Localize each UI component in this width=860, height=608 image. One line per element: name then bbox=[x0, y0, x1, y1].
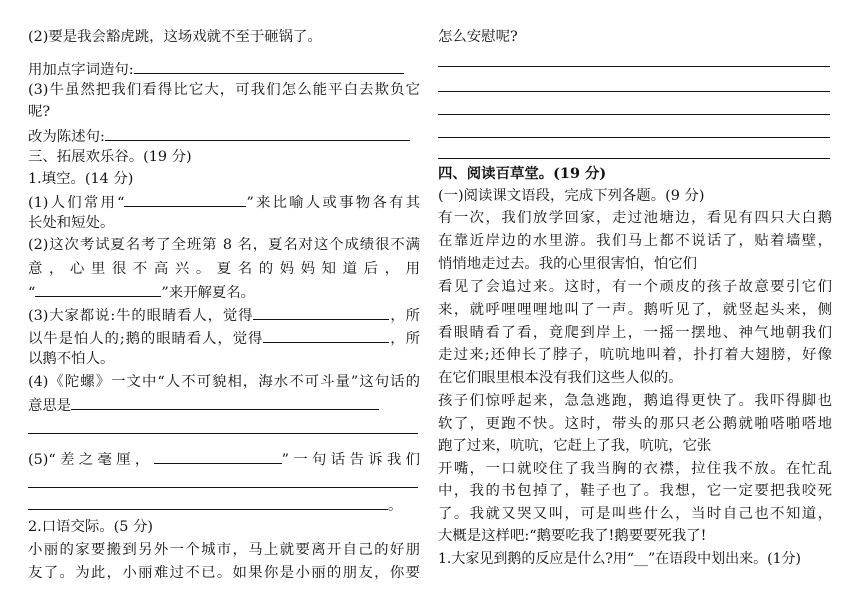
fill-2-text: ”来开解夏名。 bbox=[161, 285, 256, 301]
passage-line: 有一次，我们放学回家，走过池塘边，看见有四只大白鹅 bbox=[438, 210, 832, 226]
fill-1-text: ”来比喻人或事物各有其 bbox=[246, 195, 420, 211]
fill-3-line1 bbox=[28, 303, 420, 327]
question-2-2-sentence: (2)要是我会豁虎跳，这场戏就不至于砸锅了。 bbox=[28, 29, 322, 45]
fill-3-text: 以牛是怕人的;鹅的眼睛看人，觉得 bbox=[28, 331, 264, 347]
fill-3-line2 bbox=[28, 326, 420, 350]
fill-1-line2: 长处和短处。 bbox=[28, 215, 115, 231]
answer-line[interactable] bbox=[438, 114, 830, 115]
fill-5-line3 bbox=[28, 493, 402, 517]
passage-line: 看见了会追过来。这时，有一个顽皮的孩子故意要引它们 bbox=[438, 279, 832, 295]
fill-4-line2 bbox=[28, 393, 379, 417]
answer-line[interactable] bbox=[28, 433, 418, 434]
answer-blank[interactable] bbox=[134, 57, 404, 74]
answer-blank[interactable] bbox=[35, 280, 161, 297]
answer-line[interactable] bbox=[438, 91, 830, 92]
reading-question-1: 1.大家见到鹅的反应是什么?用“__”在语段中划出来。(1分) bbox=[438, 551, 802, 567]
question-2-2-task bbox=[28, 57, 404, 81]
answer-blank[interactable] bbox=[28, 493, 388, 510]
answer-blank[interactable] bbox=[124, 190, 246, 207]
fill-5-text: ”一句话告诉我们 bbox=[281, 452, 420, 468]
task-label: 改为陈述句: bbox=[28, 129, 105, 145]
passage-line: 大概是这样吧:“鹅要吃我了!鹅要要死我了! bbox=[438, 528, 707, 544]
fill-3-line3: 以鹅不怕人。 bbox=[28, 351, 115, 367]
quote-open: “ bbox=[28, 285, 36, 301]
fill-3-text: ，所 bbox=[389, 308, 420, 324]
oral-line2: 友了。为此，小丽难过不已。如果你是小丽的朋友，你要 bbox=[28, 565, 420, 581]
passage-line: 孩子们惊呼起来，急急逃跑，鹅追得更快了。我吓得脚也 bbox=[438, 393, 832, 409]
answer-blank[interactable] bbox=[154, 447, 282, 464]
passage-line: 中，我的书包掉了，鞋子也了。我想，它一定要把我咬死 bbox=[438, 483, 832, 499]
passage-line: 在它们眼里根本没有我们这些人似的。 bbox=[438, 370, 683, 386]
passage-line: 跑了过来，吭吭，它赶上了我，吭吭，它张 bbox=[438, 438, 712, 454]
fill-4-line1: (4)《陀螺》一文中“人不可貌相，海水不可斗量”这句话的 bbox=[28, 374, 420, 390]
section-4-title-text: 四、阅读百草堂。(19 分) bbox=[438, 165, 607, 182]
fill-blanks-title: 1.填空。(14 分) bbox=[28, 171, 134, 187]
question-2-3-task bbox=[28, 124, 410, 148]
answer-line[interactable] bbox=[28, 487, 418, 488]
passage-line: 软了，更跑不快。这时，带头的那只老公鹅就啪嗒啪嗒地 bbox=[438, 416, 832, 432]
answer-blank[interactable] bbox=[263, 326, 389, 343]
answer-blank[interactable] bbox=[71, 393, 379, 410]
fill-2-line2: 意，心里很不高兴。夏名的妈妈知道后，用 bbox=[28, 261, 420, 277]
passage-line: 在靠近岸边的水里游。我们马上都不说话了，贴着墙壁， bbox=[438, 233, 832, 249]
fill-3-text: ，所 bbox=[389, 331, 420, 347]
passage-line: 看眼睛看了看，竟爬到岸上，一摇一摆地、神气地朝我们 bbox=[438, 325, 832, 341]
answer-line[interactable] bbox=[438, 137, 830, 138]
period: 。 bbox=[388, 498, 403, 514]
oral-title: 2.口语交际。(5 分) bbox=[28, 519, 154, 535]
answer-blank[interactable] bbox=[253, 303, 389, 320]
fill-2-line1: (2)这次考试夏名考了全班第 8 名，夏名对这个成绩很不满 bbox=[28, 237, 420, 253]
section-4-title bbox=[438, 163, 606, 185]
passage-line: 悄悄地走过去。我的心里很害怕，怕它们 bbox=[438, 256, 698, 272]
fill-3-text: (3)大家都说:牛的眼睛看人，觉得 bbox=[28, 308, 254, 324]
passage-line: 来，就呼哩哩哩地叫了一声。鹅听见了，就竖起头来，侧 bbox=[438, 302, 832, 318]
oral-line1: 小丽的家要搬到另外一个城市，马上就要离开自己的好朋 bbox=[28, 542, 420, 558]
section-3-title: 三、拓展欢乐谷。(19 分) bbox=[28, 149, 192, 165]
question-2-3-line1: (3)牛虽然把我们看得比它大，可我们怎么能平白去欺负它 bbox=[28, 82, 420, 98]
question-2-3-line2: 呢? bbox=[28, 104, 51, 120]
fill-1-text: (1)人们常用“ bbox=[28, 195, 125, 211]
fill-4-text: 意思是 bbox=[28, 398, 72, 414]
answer-blank[interactable] bbox=[105, 124, 410, 141]
passage-line: 了。我就又哭又叫，可是叫些什么，当时自己也不知道， bbox=[438, 506, 832, 522]
answer-line[interactable] bbox=[438, 158, 830, 159]
passage-line: 走过来;还伸长了脖子，吭吭地叫着，扑打着大翅膀，好像 bbox=[438, 347, 832, 363]
oral-line3: 怎么安慰呢? bbox=[438, 29, 518, 45]
task-label: 用加点字词造句: bbox=[28, 62, 134, 78]
answer-line[interactable] bbox=[438, 66, 830, 67]
reading-1-title: (一)阅读课文语段，完成下列各题。(9 分) bbox=[438, 188, 705, 204]
fill-5-text: (5)“差之毫厘， bbox=[28, 452, 154, 468]
fill-2-line3 bbox=[28, 280, 255, 304]
fill-5-line1 bbox=[28, 447, 420, 471]
fill-1-line1 bbox=[28, 190, 420, 214]
passage-line: 开嘴，一口就咬住了我当胸的衣襟，拉住我不放。在忙乱 bbox=[438, 461, 832, 477]
